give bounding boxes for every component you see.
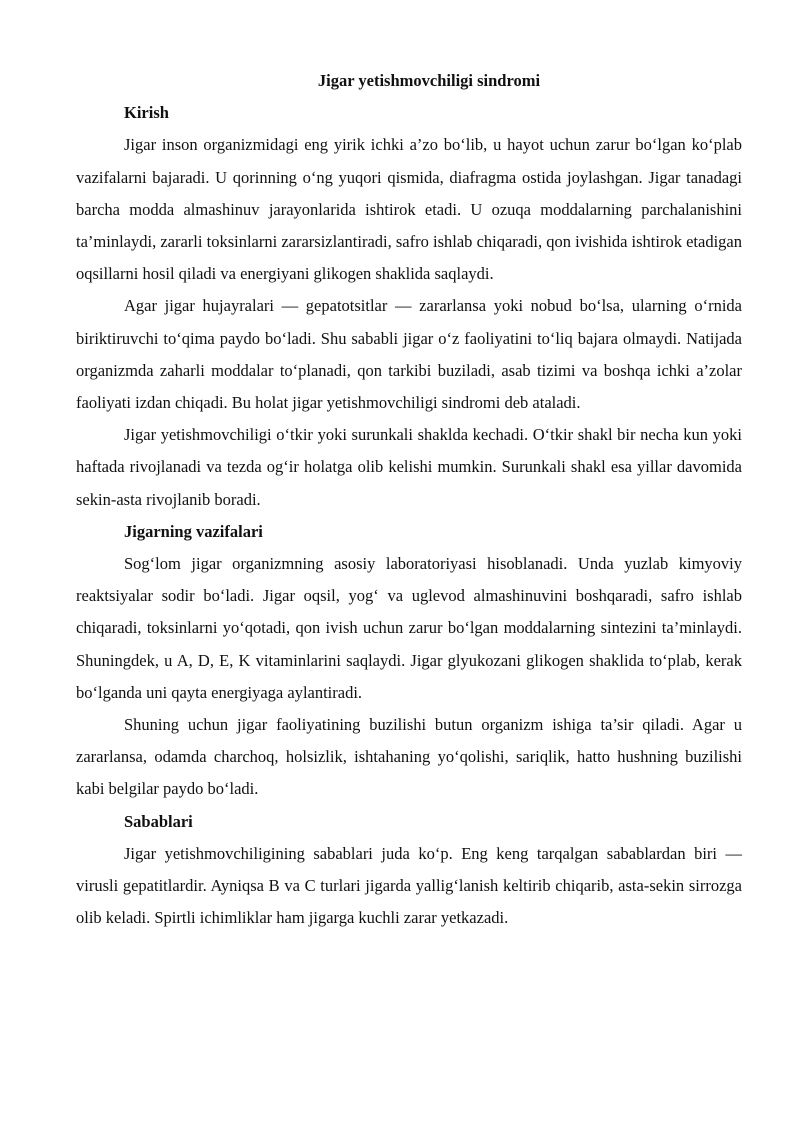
section-heading-kirish: Kirish (124, 103, 169, 123)
paragraph: Shuning uchun jigar faoliyatining buzilishi butun organizm ishiga ta’sir qiladi. Agar u zararlansa, odamda charchoq, holsizlik, ishtahaning yo‘qolishi, sariqlik, hatto hushning buzilishi kabi belgilar paydo bo‘ladi. (76, 715, 742, 799)
paragraph: Sog‘lom jigar organizmning asosiy laboratoriyasi hisoblanadi. Unda yuzlab kimyoviy reaktsiyalar sodir bo‘ladi. Jigar oqsil, yog‘ va uglevod almashinuvini boshqaradi, safro ishlab chiqaradi, toksinlarni yo‘qotadi, qon ivish uchun zarur bo‘lgan moddalarning sintezini ta’minlaydi. Shuningdek, u A, D, E, K vitaminlarini saqlaydi. Jigar glyukozani glikogen shaklida to‘plab, kerak bo‘lganda uni qayta energiyaga aylantiradi. (76, 554, 742, 702)
paragraph: Jigar yetishmovchiligi o‘tkir yoki surunkali shaklda kechadi. O‘tkir shakl bir necha kun yoki haftada rivojlanadi va tezda og‘ir holatga olib kelishi mumkin. Surunkali shakl esa yillar davomida sekin-asta rivojlanib boradi. (76, 425, 742, 509)
paragraph: Agar jigar hujayralari — gepatotsitlar — zararlansa yoki nobud bo‘lsa, ularning o‘rnida biriktiruvchi to‘qima paydo bo‘ladi. Shu sababli jigar o‘z faoliyatini to‘liq bajara olmaydi. Natijada organizmda zaharli moddalar to‘planadi, qon tarkibi buziladi, asab tizimi va boshqa ichki a’zolar faoliyati izdan chiqadi. Bu holat jigar yetishmovchiligi sindromi deb ataladi. (76, 296, 742, 413)
section-heading-sabablari: Sabablari (124, 811, 193, 831)
paragraph: Jigar yetishmovchiligining sabablari juda ko‘p. Eng keng tarqalgan sabablardan biri — virusli gepatitlardir. Ayniqsa B va C turlari jigarda yallig‘lanish keltirib chiqarib, asta-sekin sirrozga olib keladi. Spirtli ichimliklar ham jigarga kuchli zarar yetkazadi. (76, 843, 742, 928)
document-body (76, 65, 742, 934)
section-heading-jigarning-vazifalari: Jigarning vazifalari (124, 521, 263, 541)
paragraph: Jigar inson organizmidagi eng yirik ichki a’zo bo‘lib, u hayot uchun zarur bo‘lgan ko‘plab vazifalarni bajaradi. U qorinning o‘ng yuqori qismida, diafragma ostida joylashgan. Jigar tanadagi barcha modda almashinuv jarayonlarida ishtirok etadi. U ozuqa moddalarning parchalanishini ta’minlaydi, zararli toksinlarni zararsizlantiradi, safro ishlab chiqaradi, qon ivishida ishtirok etadigan oqsillarni hosil qiladi va energiyani glikogen shaklida saqlaydi. (76, 135, 742, 284)
document-title: Jigar yetishmovchiligi sindromi (317, 71, 541, 90)
